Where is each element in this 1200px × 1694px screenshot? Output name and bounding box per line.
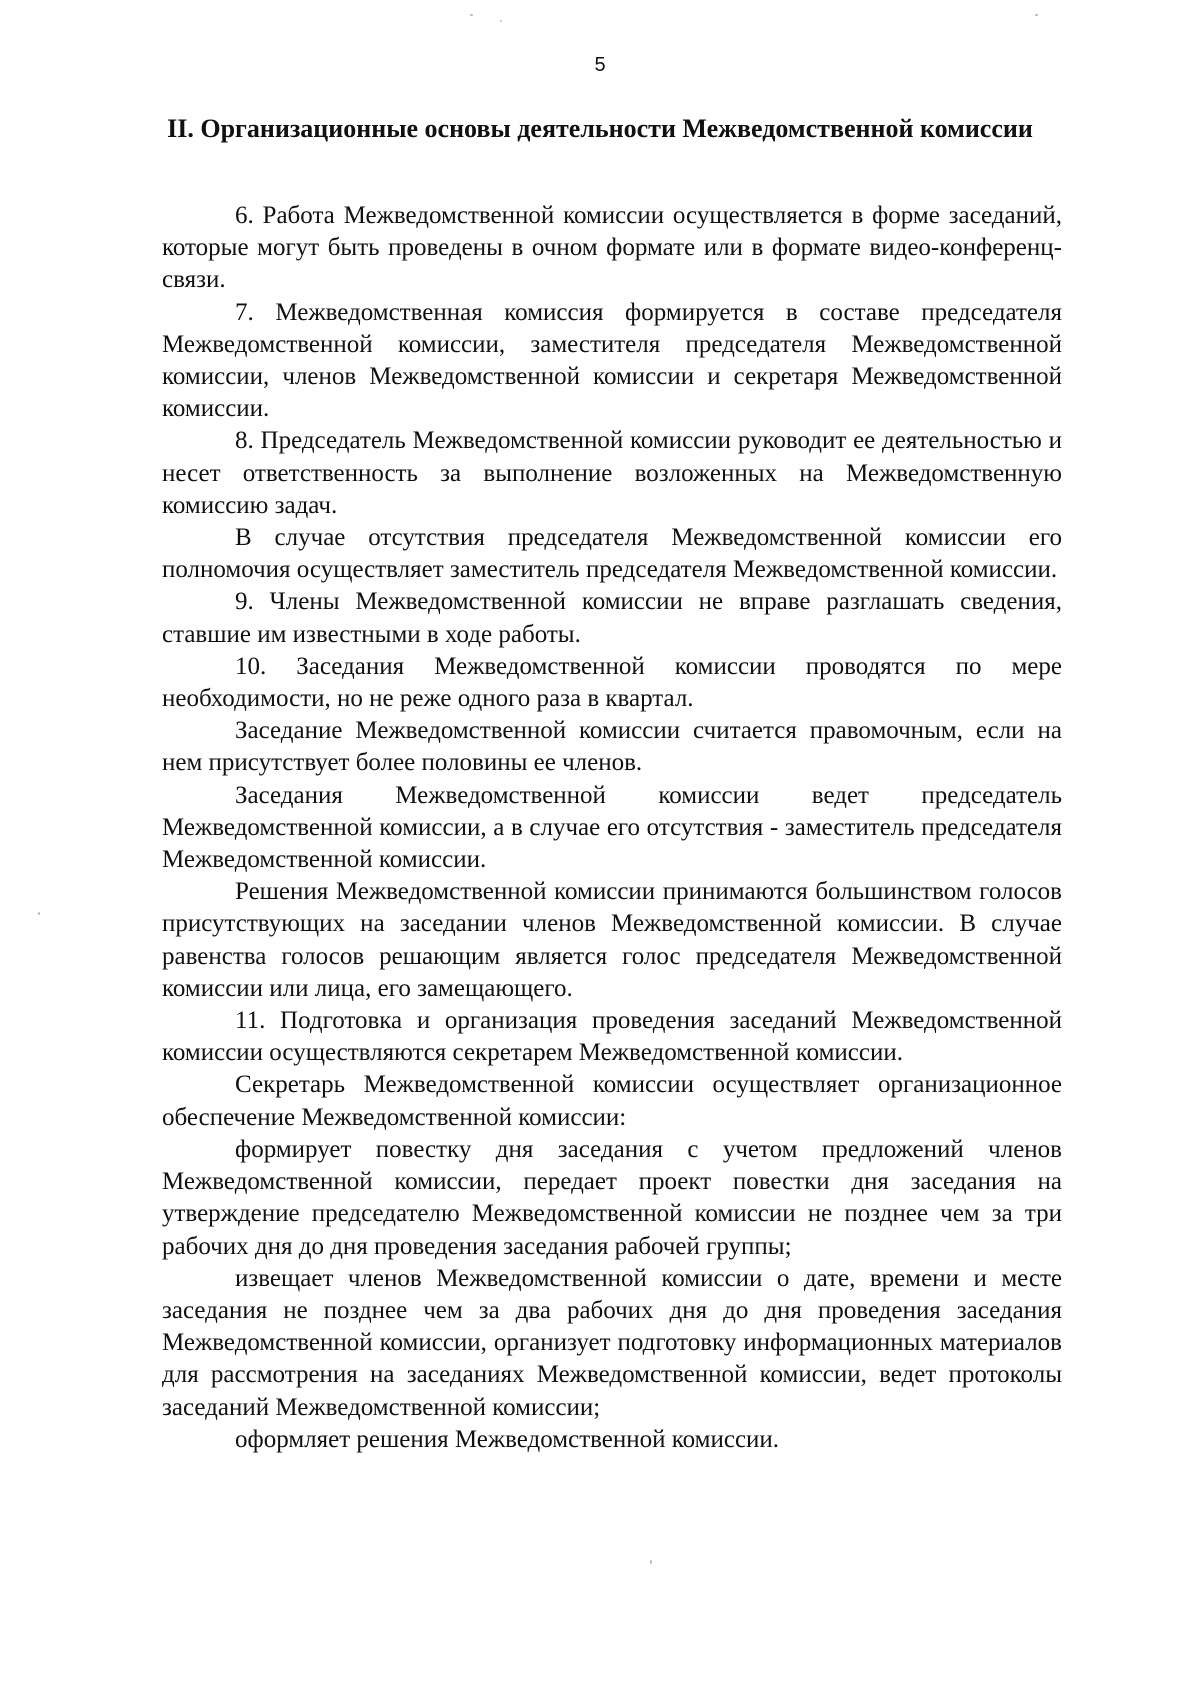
scan-speck xyxy=(1035,14,1038,16)
paragraph-8: 8. Председатель Межведомственной комиссии руководит ее деятельностью и несет ответственность за выполнение возложенных на Межведомственную комиссию задач. xyxy=(162,427,1062,519)
page-number: 5 xyxy=(594,54,606,76)
scan-speck xyxy=(650,1560,652,1564)
paragraph-7: 7. Межведомственная комиссия формируется в составе председателя Межведомственной комиссии, заместителя председателя Межведомственной комиссии, членов Межведомственной комиссии и секретаря Межведомственной комиссии. xyxy=(162,298,1062,423)
paragraph-11-agenda: формирует повестку дня заседания с учетом предложений членов Межведомственной комиссии, передает проект повестки дня заседания на утверждение председателю Межведомственной комиссии не позднее чем за три рабочих дня до дня проведения заседания рабочей группы; xyxy=(162,1135,1062,1260)
scan-speck xyxy=(38,912,40,915)
paragraph-11-decisions: оформляет решения Межведомственной комиссии. xyxy=(235,1425,780,1453)
paragraph-9: 9. Члены Межведомственной комиссии не вправе разглашать сведения, ставшие им известными в ходе работы. xyxy=(162,588,1062,648)
paragraph-8-deputy: В случае отсутствия председателя Межведомственной комиссии его полномочия осуществляет заместитель председателя Межведомственной комиссии. xyxy=(162,524,1062,584)
scan-speck xyxy=(500,20,502,22)
paragraph-11: 11. Подготовка и организация проведения заседаний Межведомственной комиссии осуществляются секретарем Межведомственной комиссии. xyxy=(162,1007,1062,1067)
paragraph-10-decisions: Решения Межведомственной комиссии принимаются большинством голосов присутствующих на заседании членов Межведомственной комиссии. В случае равенства голосов решающим является голос председателя Межведомственной комиссии или лица, его замещающего. xyxy=(162,878,1062,1002)
paragraph-10-quorum: Заседание Межведомственной комиссии считается правомочным, если на нем присутствует более половины ее членов. xyxy=(162,717,1062,777)
section-heading: II. Организационные основы деятельности Межведомственной комиссии xyxy=(167,114,1033,143)
paragraph-10: 10. Заседания Межведомственной комиссии проводятся по мере необходимости, но не реже одного раза в квартал. xyxy=(162,652,1062,713)
paragraph-10-chair: Заседания Межведомственной комиссии ведет председатель Межведомственной комиссии, а в случае его отсутствия - заместитель председателя Межведомственной комиссии. xyxy=(162,781,1062,874)
paragraph-11-notify: извещает членов Межведомственной комиссии о дате, времени и месте заседания не позднее чем за два рабочих дня до дня проведения заседания Межведомственной комиссии, организует подготовку информационных материалов для рассмотрения на заседаниях Межведомственной комиссии, ведет протоколы заседаний Межведомственной комиссии; xyxy=(162,1264,1062,1421)
paragraph-11-secretary: Секретарь Межведомственной комиссии осуществляет организационное обеспечение Межведомственной комиссии: xyxy=(162,1071,1062,1131)
scan-speck xyxy=(470,14,473,16)
document-body xyxy=(162,200,1062,1456)
paragraph-6: 6. Работа Межведомственной комиссии осуществляется в форме заседаний, которые могут быть проведены в очном формате или в формате видео-конференц-связи. xyxy=(162,202,1062,294)
